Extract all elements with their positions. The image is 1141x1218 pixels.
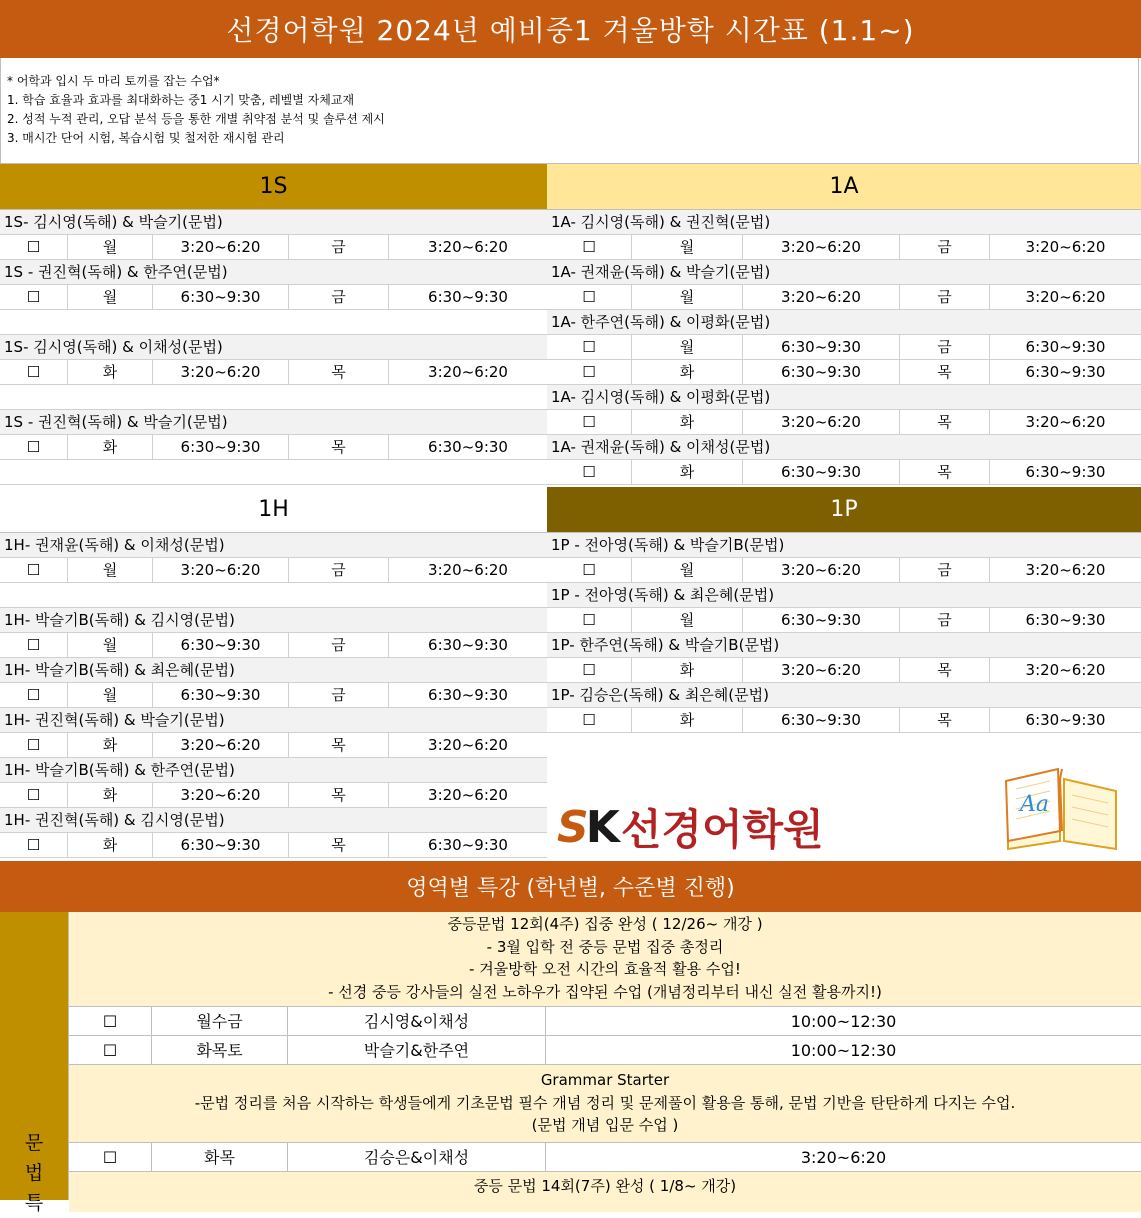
class-schedule-row	[0, 558, 547, 583]
time-cell: 6:30~9:30	[428, 288, 508, 306]
class-schedule-row	[547, 558, 1141, 583]
class-label: 1H- 권진혁(독해) & 박슬기(문법)	[0, 708, 547, 733]
time-cell: 3:20~6:20	[153, 360, 289, 384]
day-cell: 화	[68, 733, 153, 757]
class-schedule-row	[0, 285, 547, 310]
time-cell: 3:20~6:20	[743, 658, 900, 682]
side-label-char: 문	[24, 1132, 44, 1154]
class-label: 1P - 전아영(독해) & 최은혜(문법)	[547, 583, 1141, 608]
time-cell: 3:20~6:20	[743, 285, 900, 309]
page-title: 선경어학원 2024년 예비중1 겨울방학 시간표 (1.1~)	[0, 0, 1141, 58]
course-checkbox[interactable]: ☐	[69, 1007, 152, 1035]
time-cell: 6:30~9:30	[153, 633, 289, 657]
course-teachers: 김승은&이채성	[288, 1143, 546, 1171]
time-cell: 6:30~9:30	[153, 683, 289, 707]
class-label: 1A- 김시영(독해) & 이평화(문법)	[547, 385, 1141, 410]
time-cell: 3:20~6:20	[153, 235, 289, 259]
day-cell: 목	[289, 733, 389, 757]
time-cell: 6:30~9:30	[428, 686, 508, 704]
time-cell: 3:20~6:20	[153, 783, 289, 807]
time-cell: 6:30~9:30	[743, 335, 900, 359]
time-cell: 3:20~6:20	[1025, 238, 1106, 256]
description-line: -문법 정리를 처음 시작하는 학생들에게 기초문법 필수 개념 정리 및 문제풀이 활용을 통해, 문법 기반을 탄탄하게 다지는 수업.	[194, 1093, 1016, 1112]
day-cell: 화	[632, 460, 743, 484]
intro-line: * 어학과 입시 두 마리 토끼를 잡는 수업*	[7, 74, 220, 88]
day-cell: 화	[68, 360, 153, 384]
time-cell: 6:30~9:30	[1025, 363, 1106, 381]
class-schedule-row	[0, 633, 547, 658]
day-cell: 월	[632, 558, 743, 582]
class-label: 1H- 박슬기B(독해) & 김시영(문법)	[0, 608, 547, 633]
academy-logo	[557, 797, 824, 857]
class-schedule-row	[0, 683, 547, 708]
class-label: 1H- 권재윤(독해) & 이채성(문법)	[0, 533, 547, 558]
class-label: 1A- 권재윤(독해) & 박슬기(문법)	[547, 260, 1141, 285]
day-cell: 화	[68, 435, 153, 459]
class-schedule-row	[0, 235, 547, 260]
day-cell: 금	[900, 558, 990, 582]
book-icon	[1002, 761, 1122, 855]
class-checkbox[interactable]: ☐	[0, 360, 68, 384]
time-cell: 3:20~6:20	[428, 363, 508, 381]
class-label: 1A- 한주연(독해) & 이평화(문법)	[547, 310, 1141, 335]
class-checkbox[interactable]: ☐	[547, 285, 632, 309]
course-time: 10:00~12:30	[790, 1041, 897, 1060]
class-checkbox[interactable]: ☐	[547, 608, 632, 632]
class-label: 1S- 김시영(독해) & 이채성(문법)	[0, 335, 547, 360]
time-cell: 3:20~6:20	[1025, 561, 1106, 579]
blank-row	[0, 460, 547, 485]
class-checkbox[interactable]: ☐	[0, 235, 68, 259]
class-checkbox[interactable]: ☐	[547, 410, 632, 434]
day-cell: 월	[68, 558, 153, 582]
class-label: 1P - 전아영(독해) & 박슬기B(문법)	[547, 533, 1141, 558]
class-schedule-row	[547, 235, 1141, 260]
class-schedule-row	[547, 360, 1141, 385]
time-cell: 3:20~6:20	[428, 238, 508, 256]
course-time: 3:20~6:20	[800, 1148, 887, 1167]
grammar-side-label	[0, 912, 69, 1214]
course-days: 월수금	[152, 1007, 288, 1035]
day-cell: 금	[289, 558, 389, 582]
day-cell: 목	[289, 360, 389, 384]
time-cell: 3:20~6:20	[428, 561, 508, 579]
day-cell: 화	[68, 833, 153, 857]
time-cell: 6:30~9:30	[1025, 338, 1106, 356]
course-description	[69, 912, 1141, 1007]
level-header-1a: 1A	[547, 164, 1141, 210]
class-schedule-row	[0, 733, 547, 758]
grammar-courses	[69, 912, 1141, 1212]
time-cell: 6:30~9:30	[428, 438, 508, 456]
class-checkbox[interactable]: ☐	[0, 285, 68, 309]
day-cell: 목	[900, 360, 990, 384]
description-line: (문법 개념 입문 수업 )	[531, 1116, 679, 1135]
time-cell: 6:30~9:30	[153, 435, 289, 459]
class-schedule-row	[547, 460, 1141, 485]
class-checkbox[interactable]: ☐	[547, 235, 632, 259]
time-cell: 3:20~6:20	[1025, 661, 1106, 679]
time-cell: 3:20~6:20	[153, 558, 289, 582]
day-cell: 월	[68, 235, 153, 259]
time-cell: 6:30~9:30	[428, 636, 508, 654]
class-checkbox[interactable]: ☐	[0, 558, 68, 582]
course-time: 10:00~12:30	[790, 1012, 897, 1031]
time-cell: 6:30~9:30	[1025, 711, 1106, 729]
day-cell: 금	[289, 633, 389, 657]
course-description	[69, 1065, 1141, 1143]
intro-line: 1. 학습 효율과 효과를 최대화하는 중1 시기 맞춤, 레벨별 자체교재	[7, 93, 355, 107]
description-line: - 3월 입학 전 중등 문법 집중 총정리	[486, 937, 724, 956]
course-schedule-row	[69, 1143, 1141, 1172]
day-cell: 월	[632, 335, 743, 359]
class-checkbox[interactable]: ☐	[0, 783, 68, 807]
level-header-1s: 1S	[0, 164, 547, 210]
description-line: 중등문법 12회(4주) 집중 완성 ( 12/26~ 개강 )	[447, 915, 763, 933]
time-cell: 3:20~6:20	[428, 786, 508, 804]
side-label-char: 특	[24, 1192, 44, 1214]
day-cell: 월	[632, 608, 743, 632]
class-checkbox[interactable]: ☐	[547, 360, 632, 384]
day-cell: 목	[900, 460, 990, 484]
time-cell: 3:20~6:20	[428, 736, 508, 754]
day-cell: 금	[900, 235, 990, 259]
day-cell: 금	[289, 235, 389, 259]
level-1h-block	[0, 487, 547, 858]
description-line: Grammar Starter	[540, 1071, 670, 1089]
class-label: 1S - 권진혁(독해) & 한주연(문법)	[0, 260, 547, 285]
class-label: 1P- 김승은(독해) & 최은혜(문법)	[547, 683, 1141, 708]
time-cell: 6:30~9:30	[153, 833, 289, 857]
class-checkbox[interactable]: ☐	[0, 435, 68, 459]
day-cell: 금	[900, 608, 990, 632]
class-checkbox[interactable]: ☐	[547, 558, 632, 582]
class-checkbox[interactable]: ☐	[0, 833, 68, 857]
special-lectures-title: 영역별 특강 (학년별, 수준별 진행)	[0, 861, 1141, 912]
level-1p-block	[547, 487, 1141, 733]
time-cell: 3:20~6:20	[743, 235, 900, 259]
description-line: 중등 문법 14회(7주) 완성 ( 1/8~ 개강)	[473, 1177, 737, 1195]
class-label: 1A- 김시영(독해) & 권진혁(문법)	[547, 210, 1141, 235]
day-cell: 화	[68, 783, 153, 807]
intro-line: 2. 성적 누적 관리, 오답 분석 등을 통한 개별 취약점 분석 및 솔루션 제시	[7, 112, 385, 126]
class-label: 1A- 권재윤(독해) & 이채성(문법)	[547, 435, 1141, 460]
class-schedule-row	[0, 360, 547, 385]
day-cell: 월	[632, 235, 743, 259]
day-cell: 금	[900, 335, 990, 359]
time-cell: 3:20~6:20	[1025, 413, 1106, 431]
class-label: 1S - 권진혁(독해) & 박슬기(문법)	[0, 410, 547, 435]
course-checkbox[interactable]: ☐	[69, 1036, 152, 1064]
course-checkbox[interactable]: ☐	[69, 1143, 152, 1171]
class-schedule-row	[547, 708, 1141, 733]
course-days: 화목	[152, 1143, 288, 1171]
course-days: 화목토	[152, 1036, 288, 1064]
time-cell: 3:20~6:20	[153, 733, 289, 757]
time-cell: 6:30~9:30	[743, 360, 900, 384]
class-schedule-row	[547, 285, 1141, 310]
time-cell: 6:30~9:30	[743, 460, 900, 484]
svg-text:Aa: Aa	[1020, 792, 1050, 817]
day-cell: 금	[289, 285, 389, 309]
day-cell: 화	[632, 658, 743, 682]
class-checkbox[interactable]: ☐	[0, 633, 68, 657]
course-description	[69, 1172, 1141, 1212]
description-line: - 선경 중등 강사들의 실전 노하우가 집약된 수업 (개념정리부터 내신 실전 활용까지!)	[328, 983, 882, 1002]
time-cell: 3:20~6:20	[743, 558, 900, 582]
class-schedule-row	[0, 833, 547, 858]
blank-row	[0, 583, 547, 608]
time-cell: 6:30~9:30	[1025, 463, 1106, 481]
blank-row	[0, 310, 547, 335]
academy-name: 선경어학원	[620, 805, 824, 854]
class-label: 1H- 박슬기B(독해) & 최은혜(문법)	[0, 658, 547, 683]
class-schedule-row	[547, 335, 1141, 360]
day-cell: 목	[900, 410, 990, 434]
day-cell: 목	[900, 708, 990, 732]
class-schedule-row	[547, 410, 1141, 435]
class-schedule-row	[547, 658, 1141, 683]
course-teachers: 김시영&이채성	[288, 1007, 546, 1035]
logo-area	[547, 737, 1141, 861]
day-cell: 금	[900, 285, 990, 309]
level-1s-block	[0, 164, 547, 485]
course-schedule-row	[69, 1007, 1141, 1036]
class-checkbox[interactable]: ☐	[0, 683, 68, 707]
sk-logo-mark: SK	[557, 801, 617, 853]
class-schedule-row	[547, 608, 1141, 633]
day-cell: 목	[289, 833, 389, 857]
class-label: 1H- 권진혁(독해) & 김시영(문법)	[0, 808, 547, 833]
class-checkbox[interactable]: ☐	[0, 733, 68, 757]
class-label: 1H- 박슬기B(독해) & 한주연(문법)	[0, 758, 547, 783]
time-cell: 6:30~9:30	[1025, 611, 1106, 629]
intro-line: 3. 매시간 단어 시험, 복습시험 및 철저한 재시험 관리	[7, 131, 285, 145]
day-cell: 월	[68, 633, 153, 657]
day-cell: 목	[289, 783, 389, 807]
day-cell: 화	[632, 360, 743, 384]
blank-row	[0, 385, 547, 410]
day-cell: 화	[632, 410, 743, 434]
level-header-1h: 1H	[0, 487, 547, 533]
day-cell: 목	[900, 658, 990, 682]
time-cell: 6:30~9:30	[153, 285, 289, 309]
class-checkbox[interactable]: ☐	[547, 335, 632, 359]
day-cell: 금	[289, 683, 389, 707]
class-label: 1S- 김시영(독해) & 박슬기(문법)	[0, 210, 547, 235]
class-label: 1P- 한주연(독해) & 박슬기B(문법)	[547, 633, 1141, 658]
day-cell: 월	[68, 285, 153, 309]
description-line: - 겨울방학 오전 시간의 효율적 활용 수업!	[469, 960, 741, 979]
day-cell: 월	[68, 683, 153, 707]
time-cell: 6:30~9:30	[428, 836, 508, 854]
intro-notes	[0, 58, 1139, 164]
time-cell: 3:20~6:20	[1025, 288, 1106, 306]
class-checkbox[interactable]: ☐	[547, 708, 632, 732]
class-checkbox[interactable]: ☐	[547, 658, 632, 682]
course-schedule-row	[69, 1036, 1141, 1065]
course-teachers: 박슬기&한주연	[288, 1036, 546, 1064]
class-schedule-row	[0, 783, 547, 808]
day-cell: 화	[632, 708, 743, 732]
class-checkbox[interactable]: ☐	[547, 460, 632, 484]
side-label-char: 법	[24, 1162, 44, 1184]
time-cell: 3:20~6:20	[743, 410, 900, 434]
class-schedule-row	[0, 435, 547, 460]
day-cell: 월	[632, 285, 743, 309]
day-cell: 목	[289, 435, 389, 459]
time-cell: 6:30~9:30	[743, 708, 900, 732]
level-header-1p: 1P	[547, 487, 1141, 533]
level-1a-block	[547, 164, 1141, 485]
time-cell: 6:30~9:30	[743, 608, 900, 632]
